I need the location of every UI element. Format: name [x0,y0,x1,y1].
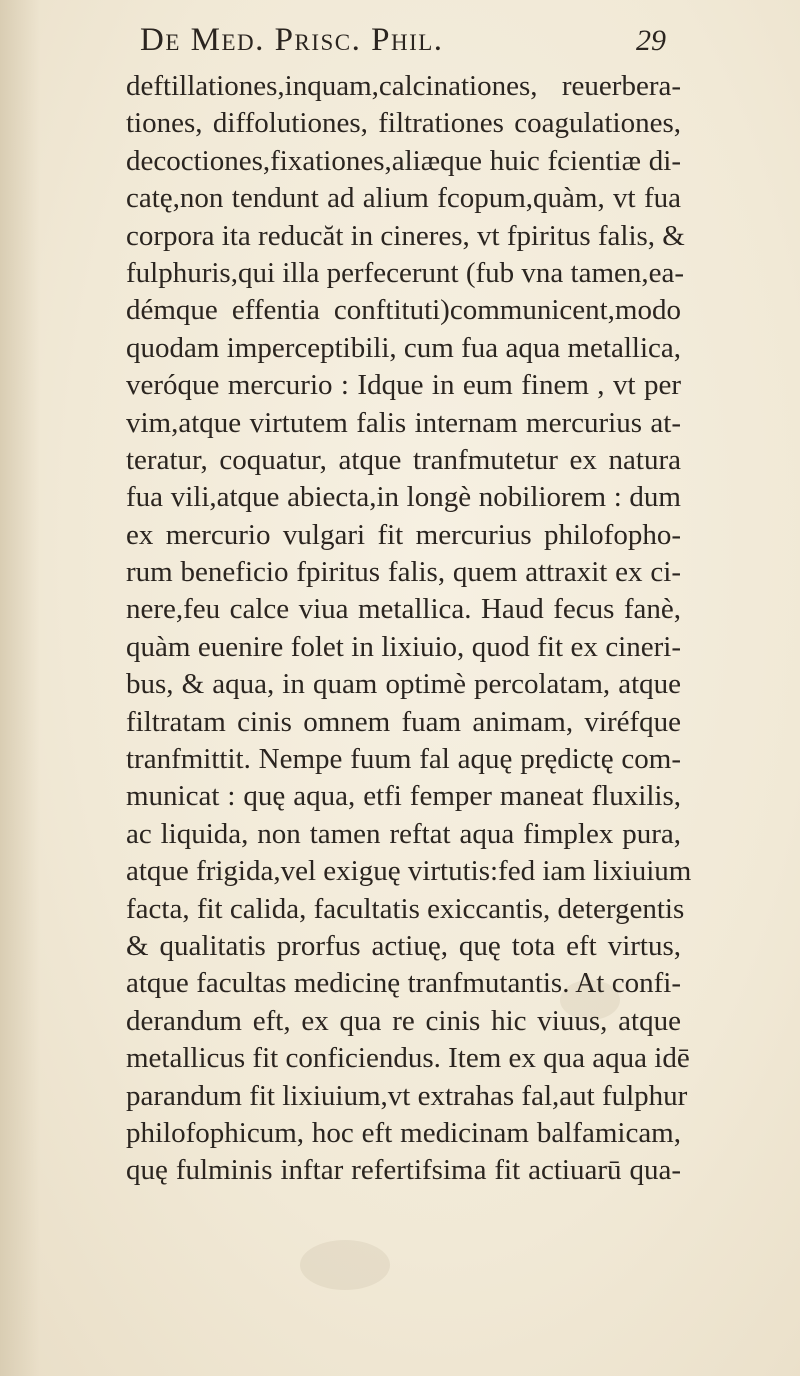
text-line: atque facultas medicinę tranfmutantis. At confi- [126,967,681,1000]
text-line: veróque mercurio : Idque in eum finem , vt per [126,369,681,402]
text-line: & qualitatis prorfus actiuę, quę tota eft virtus, [126,929,681,962]
text-line: fua vili,atque abiecta,in longè nobiliorem : dum [126,481,681,514]
text-line: parandum fit lixiuium,vt extrahas fal,aut fulphur [126,1079,688,1112]
text-line: ac liquida, non tamen reftat aqua fimplex pura, [126,817,681,850]
text-line: municat : quę aqua, etfi femper maneat fluxilis, [126,780,681,813]
text-line: atque frigida,vel exiguę virtutis:fed iam lixiuium [126,855,692,888]
body-text [126,68,692,1190]
text-line: philofophicum, hoc eft medicinam balfamicam, [126,1116,681,1149]
page-header [0,22,800,66]
text-line: derandum eft, ex qua re cinis hic viuus, atque [126,1004,681,1037]
text-line: teratur, coquatur, atque tranfmutetur ex natura [126,443,681,476]
text-line: deftillationes,inquam,calcinationes, reuerbera- [126,70,681,102]
text-line: nere,feu calce viua metallica. Haud fecus fanè, [126,593,681,626]
text-line: tranfmittit. Nempe fuum fal aquę prędictę com- [126,743,681,776]
text-line: ex mercurio vulgari fit mercurius philofopho- [126,518,681,551]
text-line: démque effentia conftituti)communicent,modo [126,294,681,327]
text-line: decoctiones,fixationes,aliæque huic fcientiæ di- [126,144,681,177]
running-head: De Med. Prisc. Phil. [140,22,444,58]
text-line: fulphuris,qui illa perfecerunt (fub vna tamen,ea- [126,256,685,289]
text-line: vim,atque virtutem falis internam mercurius at- [126,406,681,439]
page-edge-shadow [0,0,40,1376]
text-line: metallicus fit conficiendus. Item ex qua aqua idē [126,1042,690,1075]
text-line: filtratam cinis omnem fuam animam, viréfque [126,705,681,738]
text-line: corpora ita reducăt in cineres, vt fpiritus falis, & [126,219,685,252]
text-line: tiones, diffolutiones, filtrationes coagulationes, [126,107,681,140]
text-line: bus, & aqua, in quam optimè percolatam, atque [126,668,681,701]
text-line: facta, fit calida, facultatis exiccantis, detergentis [126,892,685,925]
text-line: rum beneficio fpiritus falis, quem attraxit ex ci- [126,556,681,589]
text-line: quę fulminis inftar refertifsima fit actiuarū qua- [126,1154,681,1187]
text-line: quodam imperceptibili, cum fua aqua metallica, [126,331,681,364]
paper-stain [300,1240,390,1290]
page-number: 29 [636,24,666,57]
text-line: quàm euenire folet in lixiuio, quod fit ex cineri- [126,630,681,663]
text-line: catę,non tendunt ad alium fcopum,quàm, vt fua [126,182,681,215]
